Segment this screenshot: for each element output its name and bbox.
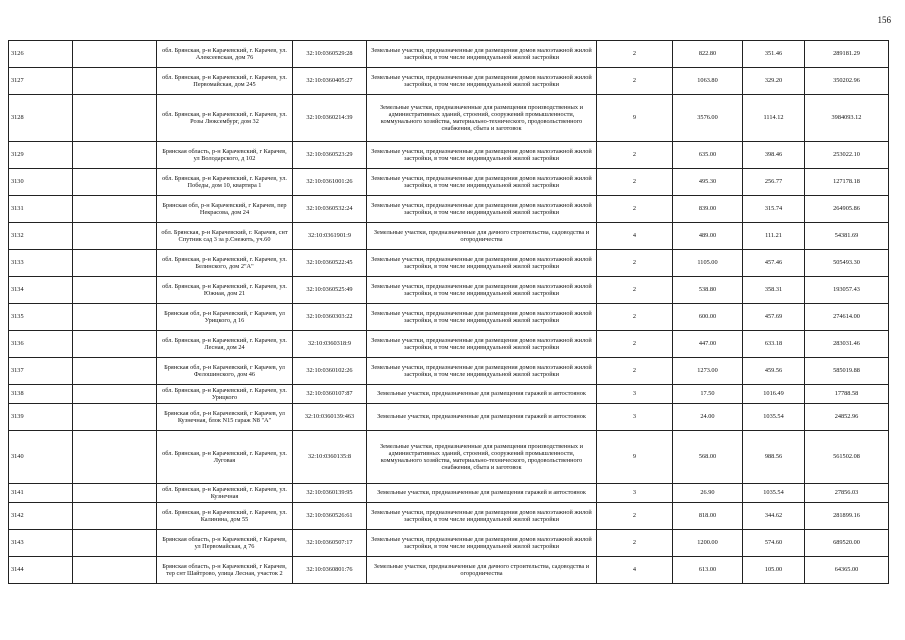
address-cell: Брянская область, р-н Карачевский, г Карачев, ул Первомайская, д 76 (157, 530, 293, 557)
table-row (9, 250, 889, 277)
table-row (9, 68, 889, 95)
group-cell: 2 (597, 277, 673, 304)
specific-value-cell: 315.74 (743, 196, 805, 223)
address-cell: обл. Брянская, р-н Карачевский, г. Карачев, ул. Калинина, дом 55 (157, 503, 293, 530)
specific-value-cell: 574.60 (743, 530, 805, 557)
row-number: 3141 (9, 484, 73, 503)
cadastral-number-cell: 32:10:0360525:49 (293, 277, 367, 304)
cadastral-value-cell: 127178.18 (805, 169, 889, 196)
cadastral-number-cell: 32:10:0360507:17 (293, 530, 367, 557)
cadastral-value-cell: 505493.30 (805, 250, 889, 277)
cadastral-number-cell: 32:10:0360102:26 (293, 358, 367, 385)
area-cell: 839.00 (673, 196, 743, 223)
table-body (9, 41, 889, 584)
area-cell: 447.00 (673, 331, 743, 358)
table-row (9, 358, 889, 385)
cadastral-value-cell: 253022.10 (805, 142, 889, 169)
specific-value-cell: 633.18 (743, 331, 805, 358)
row-number: 3128 (9, 95, 73, 142)
land-use-cell: Земельные участки, предназначенные для размещения производственных и административных зданий, строений, сооружений промышленности, коммунального хозяйства, материально-технического, продовольственного снабжения, сбыта и заготовок (367, 95, 597, 142)
area-cell: 1063.80 (673, 68, 743, 95)
table-row (9, 331, 889, 358)
row-number: 3144 (9, 557, 73, 584)
spacer-cell (73, 95, 157, 142)
group-cell: 3 (597, 484, 673, 503)
cadastral-value-cell: 283031.46 (805, 331, 889, 358)
table-row (9, 484, 889, 503)
land-use-cell: Земельные участки, предназначенные для размещения домов малоэтажной жилой застройки, в том числе индивидуальной жилой застройки (367, 358, 597, 385)
land-use-cell: Земельные участки, предназначенные для размещения домов малоэтажной жилой застройки, в том числе индивидуальной жилой застройки (367, 250, 597, 277)
land-use-cell: Земельные участки, предназначенные для размещения домов малоэтажной жилой застройки, в том числе индивидуальной жилой застройки (367, 304, 597, 331)
address-cell: Брянская обл, р-н Карачевский, г Карачев, пер Некрасова, дом 24 (157, 196, 293, 223)
area-cell: 1200.00 (673, 530, 743, 557)
row-number: 3139 (9, 404, 73, 431)
land-use-cell: Земельные участки, предназначенные для размещения домов малоэтажной жилой застройки, в том числе индивидуальной жилой застройки (367, 503, 597, 530)
group-cell: 2 (597, 250, 673, 277)
group-cell: 2 (597, 331, 673, 358)
specific-value-cell: 344.62 (743, 503, 805, 530)
address-cell: обл. Брянская, р-н Карачевский, г. Карачев, ул. Урицкого (157, 385, 293, 404)
area-cell: 635.00 (673, 142, 743, 169)
area-cell: 17.50 (673, 385, 743, 404)
spacer-cell (73, 503, 157, 530)
cadastral-value-cell: 3984093.12 (805, 95, 889, 142)
spacer-cell (73, 431, 157, 484)
specific-value-cell: 358.31 (743, 277, 805, 304)
row-number: 3129 (9, 142, 73, 169)
specific-value-cell: 256.77 (743, 169, 805, 196)
land-use-cell: Земельные участки, предназначенные для размещения домов малоэтажной жилой застройки, в том числе индивидуальной жилой застройки (367, 530, 597, 557)
spacer-cell (73, 404, 157, 431)
cadastral-value-cell: 289181.29 (805, 41, 889, 68)
specific-value-cell: 111.21 (743, 223, 805, 250)
cadastral-value-cell: 689520.00 (805, 530, 889, 557)
address-cell: Брянская обл, р-н Карачевский, г Карачев, ул Фелошинского, дом 46 (157, 358, 293, 385)
area-cell: 489.00 (673, 223, 743, 250)
land-use-cell: Земельные участки, предназначенные для размещения гаражей и автостоянок (367, 404, 597, 431)
specific-value-cell: 988.56 (743, 431, 805, 484)
cadastral-value-cell: 54381.69 (805, 223, 889, 250)
spacer-cell (73, 358, 157, 385)
table-row (9, 223, 889, 250)
specific-value-cell: 105.00 (743, 557, 805, 584)
cadastral-number-cell: 32:10:0361001:26 (293, 169, 367, 196)
table-row (9, 41, 889, 68)
cadastral-number-cell: 32:10:0361901:9 (293, 223, 367, 250)
table-row (9, 530, 889, 557)
address-cell: Брянская область, р-н Карачевский, г Карачев, тер снт Шайтрово, улица Лесная, участок 2 (157, 557, 293, 584)
cadastral-number-cell: 32:10:0360139:463 (293, 404, 367, 431)
cadastral-number-cell: 32:10:0360214:39 (293, 95, 367, 142)
row-number: 3143 (9, 530, 73, 557)
row-number: 3131 (9, 196, 73, 223)
spacer-cell (73, 385, 157, 404)
land-use-cell: Земельные участки, предназначенные для размещения производственных и административных зданий, строений, сооружений промышленности, коммунального хозяйства, материально-технического, продовольственного снабжения, сбыта и заготовок (367, 431, 597, 484)
specific-value-cell: 457.46 (743, 250, 805, 277)
land-use-cell: Земельные участки, предназначенные для размещения гаражей и автостоянок (367, 484, 597, 503)
table-row (9, 404, 889, 431)
cadastral-value-cell: 24852.96 (805, 404, 889, 431)
area-cell: 1105.00 (673, 250, 743, 277)
specific-value-cell: 1016.49 (743, 385, 805, 404)
row-number: 3142 (9, 503, 73, 530)
land-use-cell: Земельные участки, предназначенные для размещения домов малоэтажной жилой застройки, в том числе индивидуальной жилой застройки (367, 41, 597, 68)
row-number: 3126 (9, 41, 73, 68)
row-number: 3134 (9, 277, 73, 304)
cadastral-number-cell: 32:10:0360318:9 (293, 331, 367, 358)
group-cell: 2 (597, 304, 673, 331)
cadastral-value-cell: 281899.16 (805, 503, 889, 530)
address-cell: обл. Брянская, р-н Карачевский, г. Карачев, ул. Розы Люксембург, дом 32 (157, 95, 293, 142)
cadastral-value-cell: 350202.96 (805, 68, 889, 95)
address-cell: обл. Брянская, р-н Карачевский, г. Карачев, ул. Лесная, дом 24 (157, 331, 293, 358)
cadastral-number-cell: 32:10:0360801:76 (293, 557, 367, 584)
area-cell: 822.80 (673, 41, 743, 68)
cadastral-number-cell: 32:10:0360532:24 (293, 196, 367, 223)
land-use-cell: Земельные участки, предназначенные для размещения домов малоэтажной жилой застройки, в том числе индивидуальной жилой застройки (367, 196, 597, 223)
land-use-cell: Земельные участки, предназначенные для дачного строительства, садоводства и огородничества (367, 557, 597, 584)
spacer-cell (73, 68, 157, 95)
row-number: 3127 (9, 68, 73, 95)
table-row (9, 142, 889, 169)
table-row (9, 557, 889, 584)
spacer-cell (73, 530, 157, 557)
group-cell: 9 (597, 95, 673, 142)
area-cell: 24.00 (673, 404, 743, 431)
group-cell: 2 (597, 68, 673, 95)
cadastral-value-cell: 27856.03 (805, 484, 889, 503)
land-use-cell: Земельные участки, предназначенные для размещения домов малоэтажной жилой застройки, в том числе индивидуальной жилой застройки (367, 142, 597, 169)
spacer-cell (73, 331, 157, 358)
spacer-cell (73, 169, 157, 196)
spacer-cell (73, 223, 157, 250)
address-cell: Брянская область, р-н Карачевский, г Карачев, ул Володарского, д 102 (157, 142, 293, 169)
spacer-cell (73, 557, 157, 584)
group-cell: 4 (597, 557, 673, 584)
group-cell: 2 (597, 358, 673, 385)
group-cell: 2 (597, 503, 673, 530)
cadastral-value-cell: 264905.86 (805, 196, 889, 223)
area-cell: 26.90 (673, 484, 743, 503)
cadastral-number-cell: 32:10:0360529:28 (293, 41, 367, 68)
cadastral-number-cell: 32:10:0360303:22 (293, 304, 367, 331)
area-cell: 495.30 (673, 169, 743, 196)
spacer-cell (73, 250, 157, 277)
area-cell: 600.00 (673, 304, 743, 331)
spacer-cell (73, 142, 157, 169)
specific-value-cell: 457.69 (743, 304, 805, 331)
address-cell: обл. Брянская, р-н Карачевский, г. Карачев, ул. Алексеевская, дом 76 (157, 41, 293, 68)
cadastral-number-cell: 32:10:0360523:29 (293, 142, 367, 169)
area-cell: 538.80 (673, 277, 743, 304)
group-cell: 2 (597, 142, 673, 169)
address-cell: обл. Брянская, р-н Карачевский, г. Карачев, ул. Белинского, дом 2"А" (157, 250, 293, 277)
row-number: 3133 (9, 250, 73, 277)
spacer-cell (73, 277, 157, 304)
address-cell: обл. Брянская, р-н Карачевский, г. Карачев, ул. Первомайская, дом 245 (157, 68, 293, 95)
cadastral-number-cell: 32:10:0360405:27 (293, 68, 367, 95)
table-row (9, 304, 889, 331)
group-cell: 2 (597, 196, 673, 223)
cadastral-value-cell: 193057.43 (805, 277, 889, 304)
address-cell: Брянская обл, р-н Карачевский, г Карачев, ул Кузнечная, блок N15 гараж N8 "А" (157, 404, 293, 431)
table-row (9, 169, 889, 196)
cadastral-value-cell: 585019.88 (805, 358, 889, 385)
specific-value-cell: 1035.54 (743, 404, 805, 431)
specific-value-cell: 329.20 (743, 68, 805, 95)
address-cell: Брянская обл, р-н Карачевский, г Карачев, ул Урицкого, д 16 (157, 304, 293, 331)
spacer-cell (73, 304, 157, 331)
table-row (9, 503, 889, 530)
address-cell: обл. Брянская, р-н Карачевский, г. Карачев, снт Спутник сад 3 за р.Снежеть, уч.60 (157, 223, 293, 250)
area-cell: 818.00 (673, 503, 743, 530)
specific-value-cell: 351.46 (743, 41, 805, 68)
cadastral-number-cell: 32:10:0360135:8 (293, 431, 367, 484)
land-use-cell: Земельные участки, предназначенные для размещения домов малоэтажной жилой застройки, в том числе индивидуальной жилой застройки (367, 169, 597, 196)
table-row (9, 277, 889, 304)
address-cell: обл. Брянская, р-н Карачевский, г. Карачев, ул. Победы, дом 10, квартира 1 (157, 169, 293, 196)
cadastral-value-cell: 64365.00 (805, 557, 889, 584)
row-number: 3137 (9, 358, 73, 385)
group-cell: 9 (597, 431, 673, 484)
address-cell: обл. Брянская, р-н Карачевский, г. Карачев, ул. Кузнечная (157, 484, 293, 503)
cadastral-value-cell: 17788.58 (805, 385, 889, 404)
area-cell: 613.00 (673, 557, 743, 584)
land-use-cell: Земельные участки, предназначенные для размещения домов малоэтажной жилой застройки, в том числе индивидуальной жилой застройки (367, 277, 597, 304)
cadastral-number-cell: 32:10:0360526:61 (293, 503, 367, 530)
table-row (9, 431, 889, 484)
row-number: 3130 (9, 169, 73, 196)
land-registry-table (8, 40, 889, 584)
group-cell: 3 (597, 404, 673, 431)
cadastral-number-cell: 32:10:0360107:87 (293, 385, 367, 404)
specific-value-cell: 398.46 (743, 142, 805, 169)
spacer-cell (73, 196, 157, 223)
group-cell: 2 (597, 530, 673, 557)
row-number: 3140 (9, 431, 73, 484)
cadastral-value-cell: 561502.08 (805, 431, 889, 484)
specific-value-cell: 1035.54 (743, 484, 805, 503)
area-cell: 568.00 (673, 431, 743, 484)
address-cell: обл. Брянская, р-н Карачевский, г. Карачев, ул. Южная, дом 21 (157, 277, 293, 304)
area-cell: 3576.00 (673, 95, 743, 142)
row-number: 3132 (9, 223, 73, 250)
address-cell: обл. Брянская, р-н Карачевский, г. Карачев, ул. Луговая (157, 431, 293, 484)
cadastral-number-cell: 32:10:0360522:45 (293, 250, 367, 277)
cadastral-value-cell: 274614.00 (805, 304, 889, 331)
land-use-cell: Земельные участки, предназначенные для дачного строительства, садоводства и огородничества (367, 223, 597, 250)
land-use-cell: Земельные участки, предназначенные для размещения домов малоэтажной жилой застройки, в том числе индивидуальной жилой застройки (367, 331, 597, 358)
row-number: 3138 (9, 385, 73, 404)
area-cell: 1273.00 (673, 358, 743, 385)
cadastral-number-cell: 32:10:0360139:95 (293, 484, 367, 503)
table-row (9, 95, 889, 142)
specific-value-cell: 459.56 (743, 358, 805, 385)
group-cell: 4 (597, 223, 673, 250)
page-number: 156 (877, 15, 891, 25)
land-use-cell: Земельные участки, предназначенные для размещения гаражей и автостоянок (367, 385, 597, 404)
row-number: 3136 (9, 331, 73, 358)
table-row (9, 385, 889, 404)
table-row (9, 196, 889, 223)
spacer-cell (73, 484, 157, 503)
group-cell: 2 (597, 169, 673, 196)
group-cell: 2 (597, 41, 673, 68)
group-cell: 3 (597, 385, 673, 404)
row-number: 3135 (9, 304, 73, 331)
land-use-cell: Земельные участки, предназначенные для размещения домов малоэтажной жилой застройки, в том числе индивидуальной жилой застройки (367, 68, 597, 95)
spacer-cell (73, 41, 157, 68)
specific-value-cell: 1114.12 (743, 95, 805, 142)
